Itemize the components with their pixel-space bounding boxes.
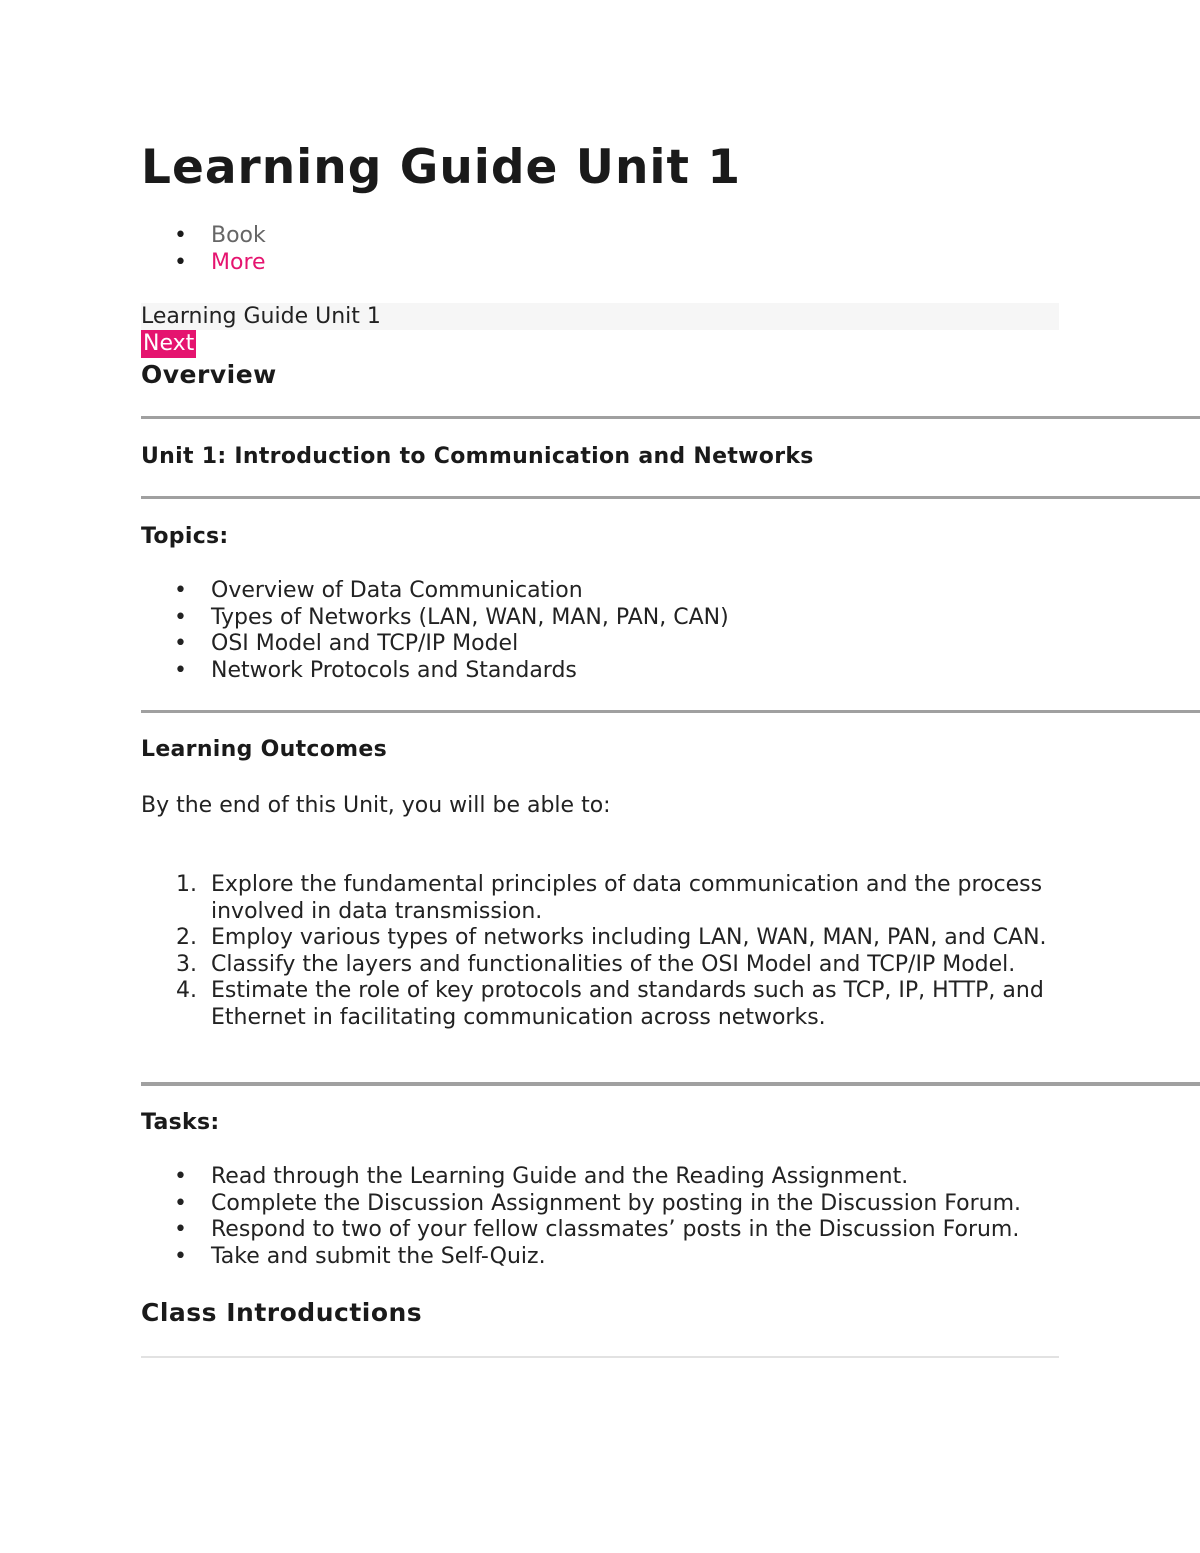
topics-heading: Topics: xyxy=(141,524,229,549)
tasks-list xyxy=(141,1164,1059,1270)
outcomes-heading: Learning Outcomes xyxy=(141,737,387,762)
breadcrumb: Learning Guide Unit 1 xyxy=(141,303,1059,330)
list-item: • Complete the Discussion Assignment by posting in the Discussion Forum. xyxy=(141,1191,1059,1218)
tasks-heading: Tasks: xyxy=(141,1110,220,1135)
outcome-text: Estimate the role of key protocols and standards such as TCP, IP, HTTP, and Ethernet in facilitating communication across networks. xyxy=(211,978,1044,1030)
divider xyxy=(141,1082,1200,1086)
nav-book-link[interactable]: Book xyxy=(211,223,266,248)
nav-more-link[interactable]: More xyxy=(211,250,266,275)
list-item: 4. Estimate the role of key protocols and standards such as TCP, IP, HTTP, and Ethernet in facilitating communication across networks. xyxy=(176,978,1044,1030)
divider xyxy=(141,1356,1059,1358)
divider xyxy=(141,416,1200,419)
outcomes-intro: By the end of this Unit, you will be able to: xyxy=(141,793,611,818)
nav-item-book[interactable] xyxy=(141,222,266,249)
outcome-text: Explore the fundamental principles of data communication and the process involved in data transmission. xyxy=(211,872,1043,924)
topics-list xyxy=(141,578,1059,684)
list-item: 2. Employ various types of networks including LAN, WAN, MAN, PAN, and CAN. xyxy=(176,925,1047,950)
list-item: • Overview of Data Communication xyxy=(141,578,1059,605)
list-item: • OSI Model and TCP/IP Model xyxy=(141,631,1059,658)
nav-list xyxy=(141,222,266,276)
next-button[interactable]: Next xyxy=(143,331,195,356)
outcomes-list xyxy=(141,872,1059,1031)
divider xyxy=(141,710,1200,713)
list-item: • Respond to two of your fellow classmates’ posts in the Discussion Forum. xyxy=(141,1217,1059,1244)
list-item: • Types of Networks (LAN, WAN, MAN, PAN, CAN) xyxy=(141,605,1059,632)
outcome-text: Employ various types of networks including LAN, WAN, MAN, PAN, and CAN. xyxy=(211,925,1047,950)
unit-heading: Unit 1: Introduction to Communication and Networks xyxy=(141,444,814,469)
list-item: 3. Classify the layers and functionalities of the OSI Model and TCP/IP Model. xyxy=(176,951,1016,977)
list-item: • Network Protocols and Standards xyxy=(141,658,1059,685)
outcome-text: Classify the layers and functionalities of the OSI Model and TCP/IP Model. xyxy=(211,951,1016,977)
nav-item-more[interactable] xyxy=(141,249,266,276)
list-item: • Read through the Learning Guide and the Reading Assignment. xyxy=(141,1164,1059,1191)
class-intro-heading: Class Introductions xyxy=(141,1298,423,1327)
overview-heading: Overview xyxy=(141,360,277,389)
list-item: 1. Explore the fundamental principles of data communication and the process involved in data transmission. xyxy=(176,872,1043,924)
list-item: • Take and submit the Self-Quiz. xyxy=(141,1244,1059,1271)
page-title: Learning Guide Unit 1 xyxy=(141,140,742,195)
divider xyxy=(141,496,1200,499)
